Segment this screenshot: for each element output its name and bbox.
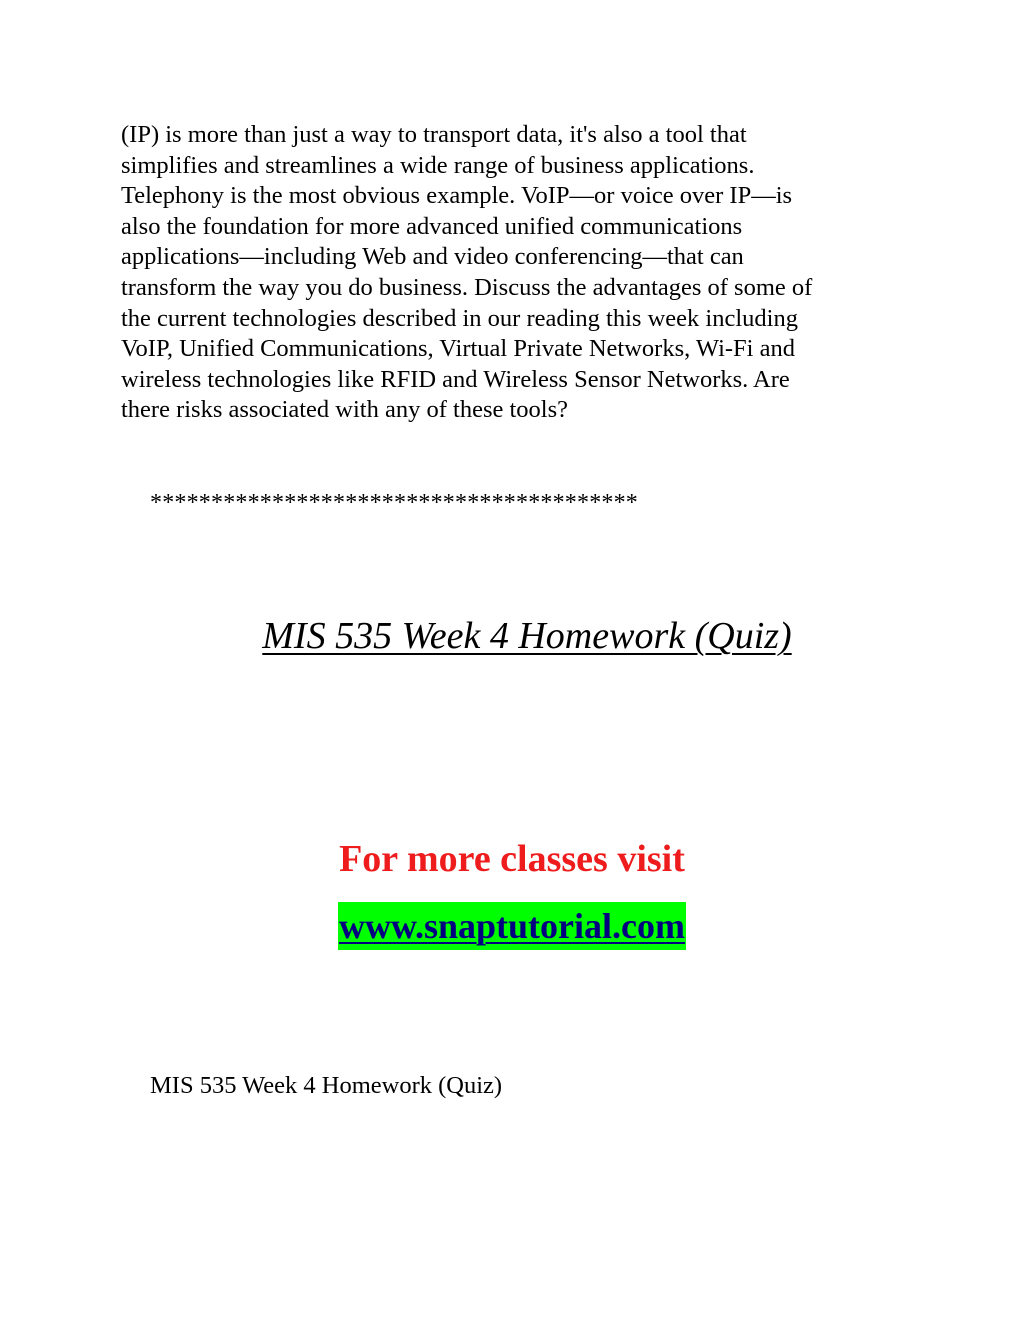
- body-line: also the foundation for more advanced unified communications: [121, 212, 743, 240]
- body-line: the current technologies described in our reading this week including: [121, 304, 798, 332]
- body-paragraph: [121, 120, 891, 426]
- body-line: Telephony is the most obvious example. VoIP—or voice over IP—is: [121, 182, 793, 210]
- footer-title: MIS 535 Week 4 Homework (Quiz): [150, 1072, 503, 1099]
- page-title: MIS 535 Week 4 Homework (Quiz): [262, 615, 792, 657]
- body-line: VoIP, Unified Communications, Virtual Private Networks, Wi-Fi and: [121, 335, 795, 363]
- body-line: there risks associated with any of these tools?: [121, 396, 569, 424]
- body-line: (IP) is more than just a way to transport data, it's also a tool that: [121, 121, 747, 148]
- body-line: transform the way you do business. Discuss the advantages of some of: [121, 273, 813, 301]
- promo-text: For more classes visit: [339, 838, 685, 880]
- asterisk-separator: ****************************************: [150, 490, 638, 516]
- body-line: applications—including Web and video conferencing—that can: [121, 243, 744, 271]
- snaptutorial-link[interactable]: www.snaptutorial.com: [338, 902, 686, 950]
- promo-link-container: [0, 902, 1024, 950]
- body-line: simplifies and streamlines a wide range of business applications.: [121, 151, 755, 179]
- body-line: wireless technologies like RFID and Wireless Sensor Networks. Are: [121, 365, 790, 393]
